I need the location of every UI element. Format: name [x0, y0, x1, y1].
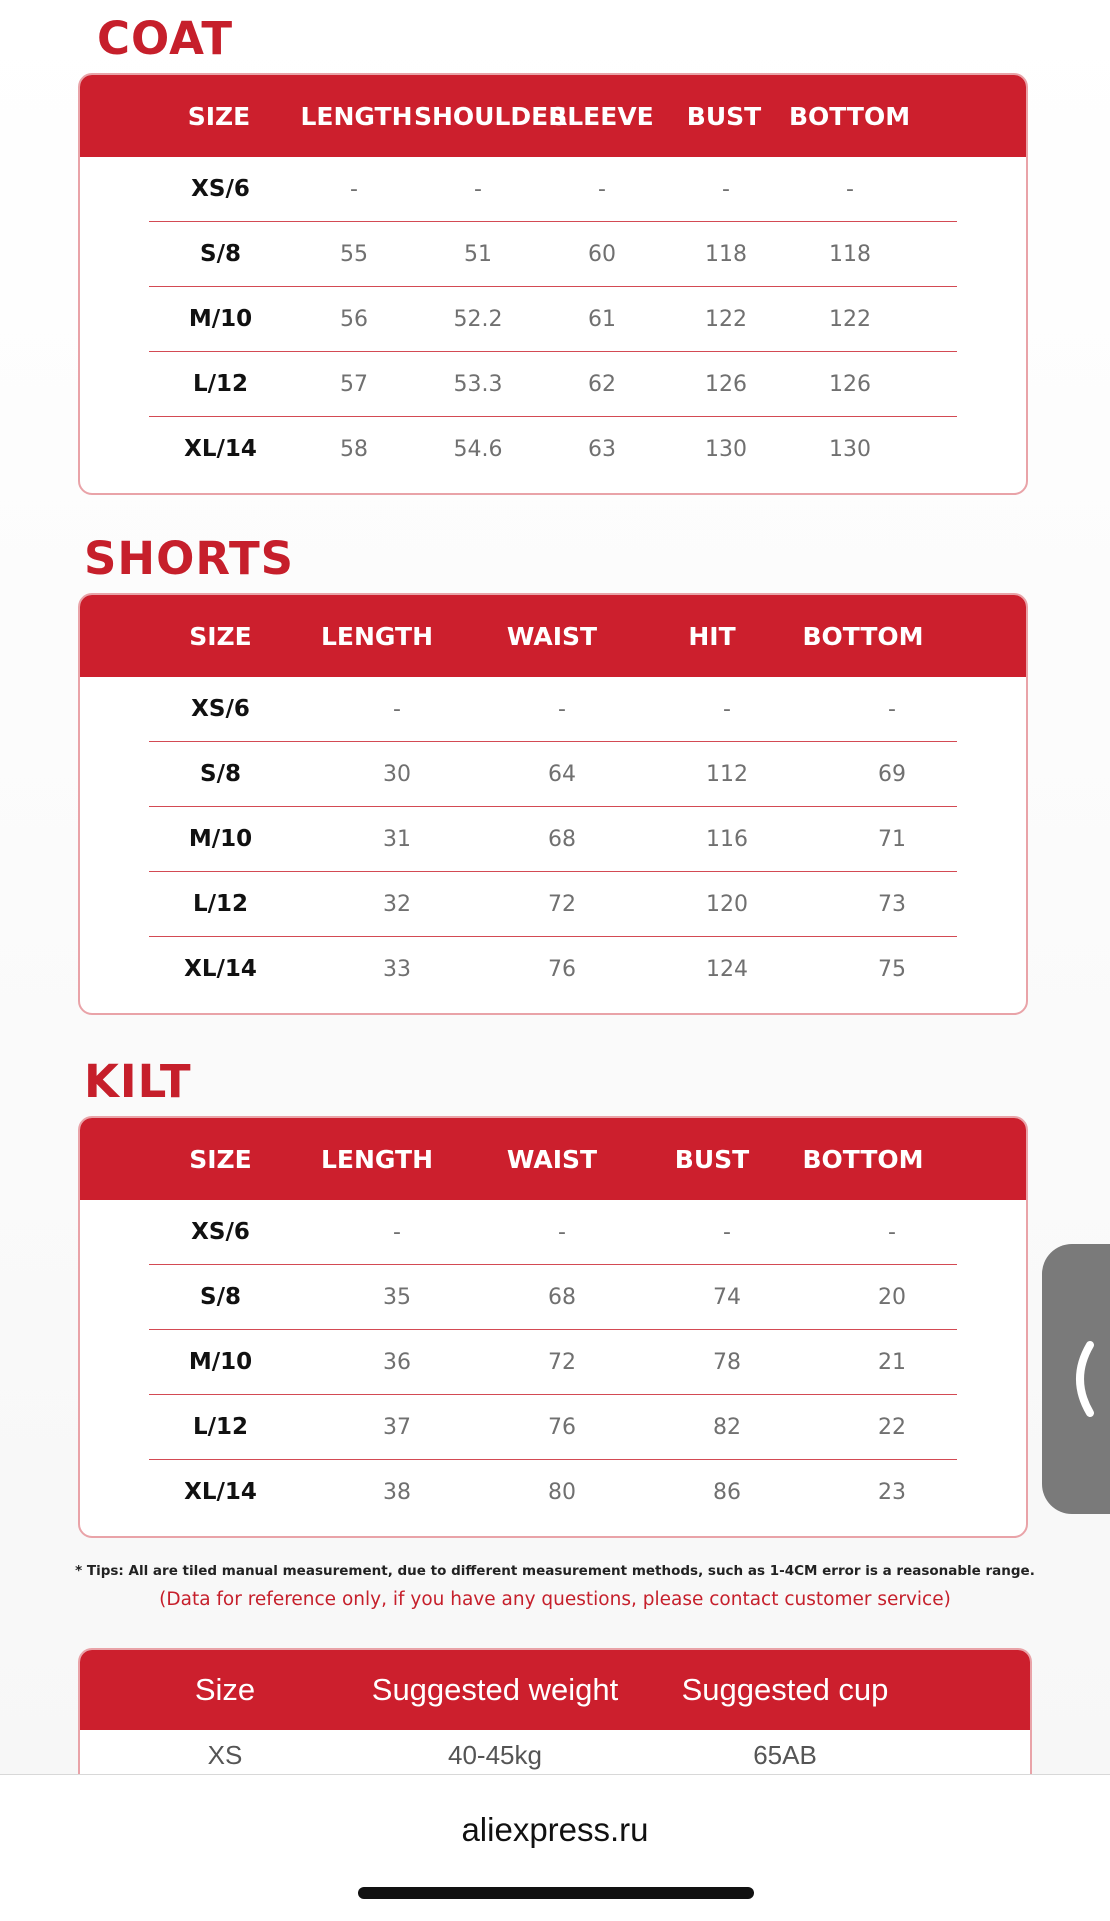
shorts-header-hit: HIT	[688, 621, 736, 651]
size-cell: XL/14	[184, 1479, 257, 1505]
value-cell: 122	[829, 306, 871, 332]
table-row	[149, 1264, 957, 1329]
value-cell: -	[722, 176, 730, 202]
value-cell: -	[350, 176, 358, 202]
table-row	[149, 1459, 957, 1524]
suggested-size-table	[78, 1648, 1032, 1774]
value-cell: 33	[383, 956, 411, 982]
value-cell: 68	[548, 1284, 576, 1310]
value-cell: 60	[588, 241, 616, 267]
coat-header-shoulder: SHOULDER	[414, 101, 568, 131]
value-cell: 116	[706, 826, 748, 852]
value-cell: -	[888, 1219, 896, 1245]
value-cell: 120	[706, 891, 748, 917]
value-cell: 68	[548, 826, 576, 852]
value-cell: 53.3	[453, 371, 503, 397]
value-cell: 69	[878, 761, 906, 787]
value-cell: 75	[878, 956, 906, 982]
coat-header-bust: BUST	[686, 101, 762, 131]
suggested-header-size: Size	[194, 1672, 256, 1707]
value-cell: -	[558, 696, 566, 722]
size-cell: L/12	[192, 1414, 249, 1440]
coat-header-row	[80, 75, 1026, 157]
shorts-title: SHORTS	[84, 532, 295, 585]
value-cell: -	[474, 176, 482, 202]
value-cell: 126	[829, 371, 871, 397]
value-cell: -	[723, 696, 731, 722]
coat-rows	[149, 157, 957, 481]
value-cell: 35	[383, 1284, 411, 1310]
value-cell: 36	[383, 1349, 411, 1375]
value-cell: 124	[706, 956, 748, 982]
value-cell: 21	[878, 1349, 906, 1375]
value-cell: 57	[340, 371, 368, 397]
value-cell: 76	[548, 1414, 576, 1440]
address-bar-url[interactable]: aliexpress.ru	[461, 1811, 649, 1848]
value-cell: 63	[588, 436, 616, 462]
kilt-title: KILT	[84, 1055, 192, 1108]
size-cell: S/8	[200, 241, 241, 267]
size-cell: XL/14	[184, 436, 257, 462]
value-cell: 112	[706, 761, 748, 787]
value-cell: -	[393, 1219, 401, 1245]
value-cell: 58	[340, 436, 368, 462]
value-cell: 71	[878, 826, 906, 852]
size-cell: M/10	[188, 306, 253, 332]
value-cell: 32	[383, 891, 411, 917]
home-indicator[interactable]	[358, 1887, 754, 1899]
chevron-left-icon	[1062, 1339, 1102, 1419]
value-cell: 86	[713, 1479, 741, 1505]
value-cell: -	[393, 696, 401, 722]
value-cell: 23	[878, 1479, 906, 1505]
tips-line-measurement: * Tips: All are tiled manual measurement, due to different measurement methods, such as 1-4CM error is a reasonable range.	[75, 1563, 1035, 1579]
value-cell: 118	[829, 241, 871, 267]
value-cell: 54.6	[453, 436, 503, 462]
table-row	[149, 1329, 957, 1394]
browser-footer	[0, 1774, 1110, 1921]
value-cell: 74	[713, 1284, 741, 1310]
coat-title: COAT	[97, 12, 234, 65]
side-panel-tab[interactable]	[1042, 1244, 1110, 1514]
suggested-cup-cell: 65AB	[753, 1739, 817, 1770]
size-cell: M/10	[188, 826, 253, 852]
table-row	[149, 221, 957, 286]
table-row	[149, 157, 957, 221]
value-cell: -	[846, 176, 854, 202]
value-cell: 64	[548, 761, 576, 787]
value-cell: 72	[548, 1349, 576, 1375]
table-row	[149, 741, 957, 806]
coat-header-size: SIZE	[187, 101, 251, 131]
kilt-header-size: SIZE	[189, 1144, 252, 1174]
size-cell: L/12	[192, 371, 249, 397]
value-cell: 31	[383, 826, 411, 852]
size-cell: XL/14	[184, 956, 257, 982]
table-row	[149, 871, 957, 936]
value-cell: -	[598, 176, 606, 202]
shorts-header-size: SIZE	[189, 621, 252, 651]
value-cell: 61	[588, 306, 616, 332]
kilt-header-bottom: BOTTOM	[802, 1144, 924, 1174]
size-cell: L/12	[192, 891, 249, 917]
kilt-header-bust: BUST	[674, 1144, 750, 1174]
value-cell: 130	[705, 436, 747, 462]
shorts-header-row	[80, 595, 1026, 677]
shorts-table	[78, 593, 1028, 1015]
value-cell: -	[558, 1219, 566, 1245]
kilt-header-waist: WAIST	[506, 1144, 598, 1174]
coat-header-sleeve: SLEEVE	[549, 101, 654, 131]
shorts-rows	[149, 677, 957, 1001]
value-cell: 51	[464, 241, 492, 267]
size-cell: XS/6	[191, 696, 250, 722]
coat-header-bottom: BOTTOM	[789, 101, 911, 131]
suggested-weight-cell: 40-45kg	[448, 1739, 542, 1770]
size-cell: S/8	[200, 761, 241, 787]
table-row	[149, 677, 957, 741]
suggested-header-weight: Suggested weight	[371, 1672, 619, 1707]
size-cell: XS/6	[191, 176, 250, 202]
coat-header-length: LENGTH	[300, 101, 413, 131]
table-row	[149, 1200, 957, 1264]
value-cell: 73	[878, 891, 906, 917]
value-cell: 80	[548, 1479, 576, 1505]
value-cell: -	[723, 1219, 731, 1245]
kilt-rows	[149, 1200, 957, 1524]
tips-note	[0, 1563, 1110, 1610]
kilt-header-length: LENGTH	[321, 1144, 433, 1174]
coat-table	[78, 73, 1028, 495]
value-cell: -	[888, 696, 896, 722]
value-cell: 76	[548, 956, 576, 982]
value-cell: 62	[588, 371, 616, 397]
size-cell: XS/6	[191, 1219, 250, 1245]
table-row	[80, 1730, 1030, 1774]
value-cell: 82	[713, 1414, 741, 1440]
shorts-header-length: LENGTH	[321, 621, 433, 651]
shorts-header-waist: WAIST	[506, 621, 598, 651]
kilt-header-row	[80, 1118, 1026, 1200]
size-cell: S/8	[200, 1284, 241, 1310]
size-cell: M/10	[188, 1349, 253, 1375]
value-cell: 118	[705, 241, 747, 267]
value-cell: 30	[383, 761, 411, 787]
table-row	[149, 286, 957, 351]
value-cell: 20	[878, 1284, 906, 1310]
table-row	[149, 936, 957, 1001]
suggested-header-row	[80, 1650, 1030, 1730]
shorts-header-bottom: BOTTOM	[802, 621, 924, 651]
value-cell: 55	[340, 241, 368, 267]
value-cell: 72	[548, 891, 576, 917]
table-row	[149, 416, 957, 481]
value-cell: 37	[383, 1414, 411, 1440]
value-cell: 56	[340, 306, 368, 332]
value-cell: 78	[713, 1349, 741, 1375]
value-cell: 130	[829, 436, 871, 462]
value-cell: 122	[705, 306, 747, 332]
tips-line-reference: (Data for reference only, if you have any questions, please contact customer service)	[159, 1589, 951, 1610]
value-cell: 38	[383, 1479, 411, 1505]
suggested-header-cup: Suggested cup	[681, 1672, 889, 1707]
value-cell: 22	[878, 1414, 906, 1440]
table-row	[149, 1394, 957, 1459]
table-row	[149, 806, 957, 871]
suggested-size-cell: XS	[207, 1739, 243, 1770]
value-cell: 52.2	[453, 306, 503, 332]
table-row	[149, 351, 957, 416]
value-cell: 126	[705, 371, 747, 397]
kilt-table	[78, 1116, 1028, 1538]
